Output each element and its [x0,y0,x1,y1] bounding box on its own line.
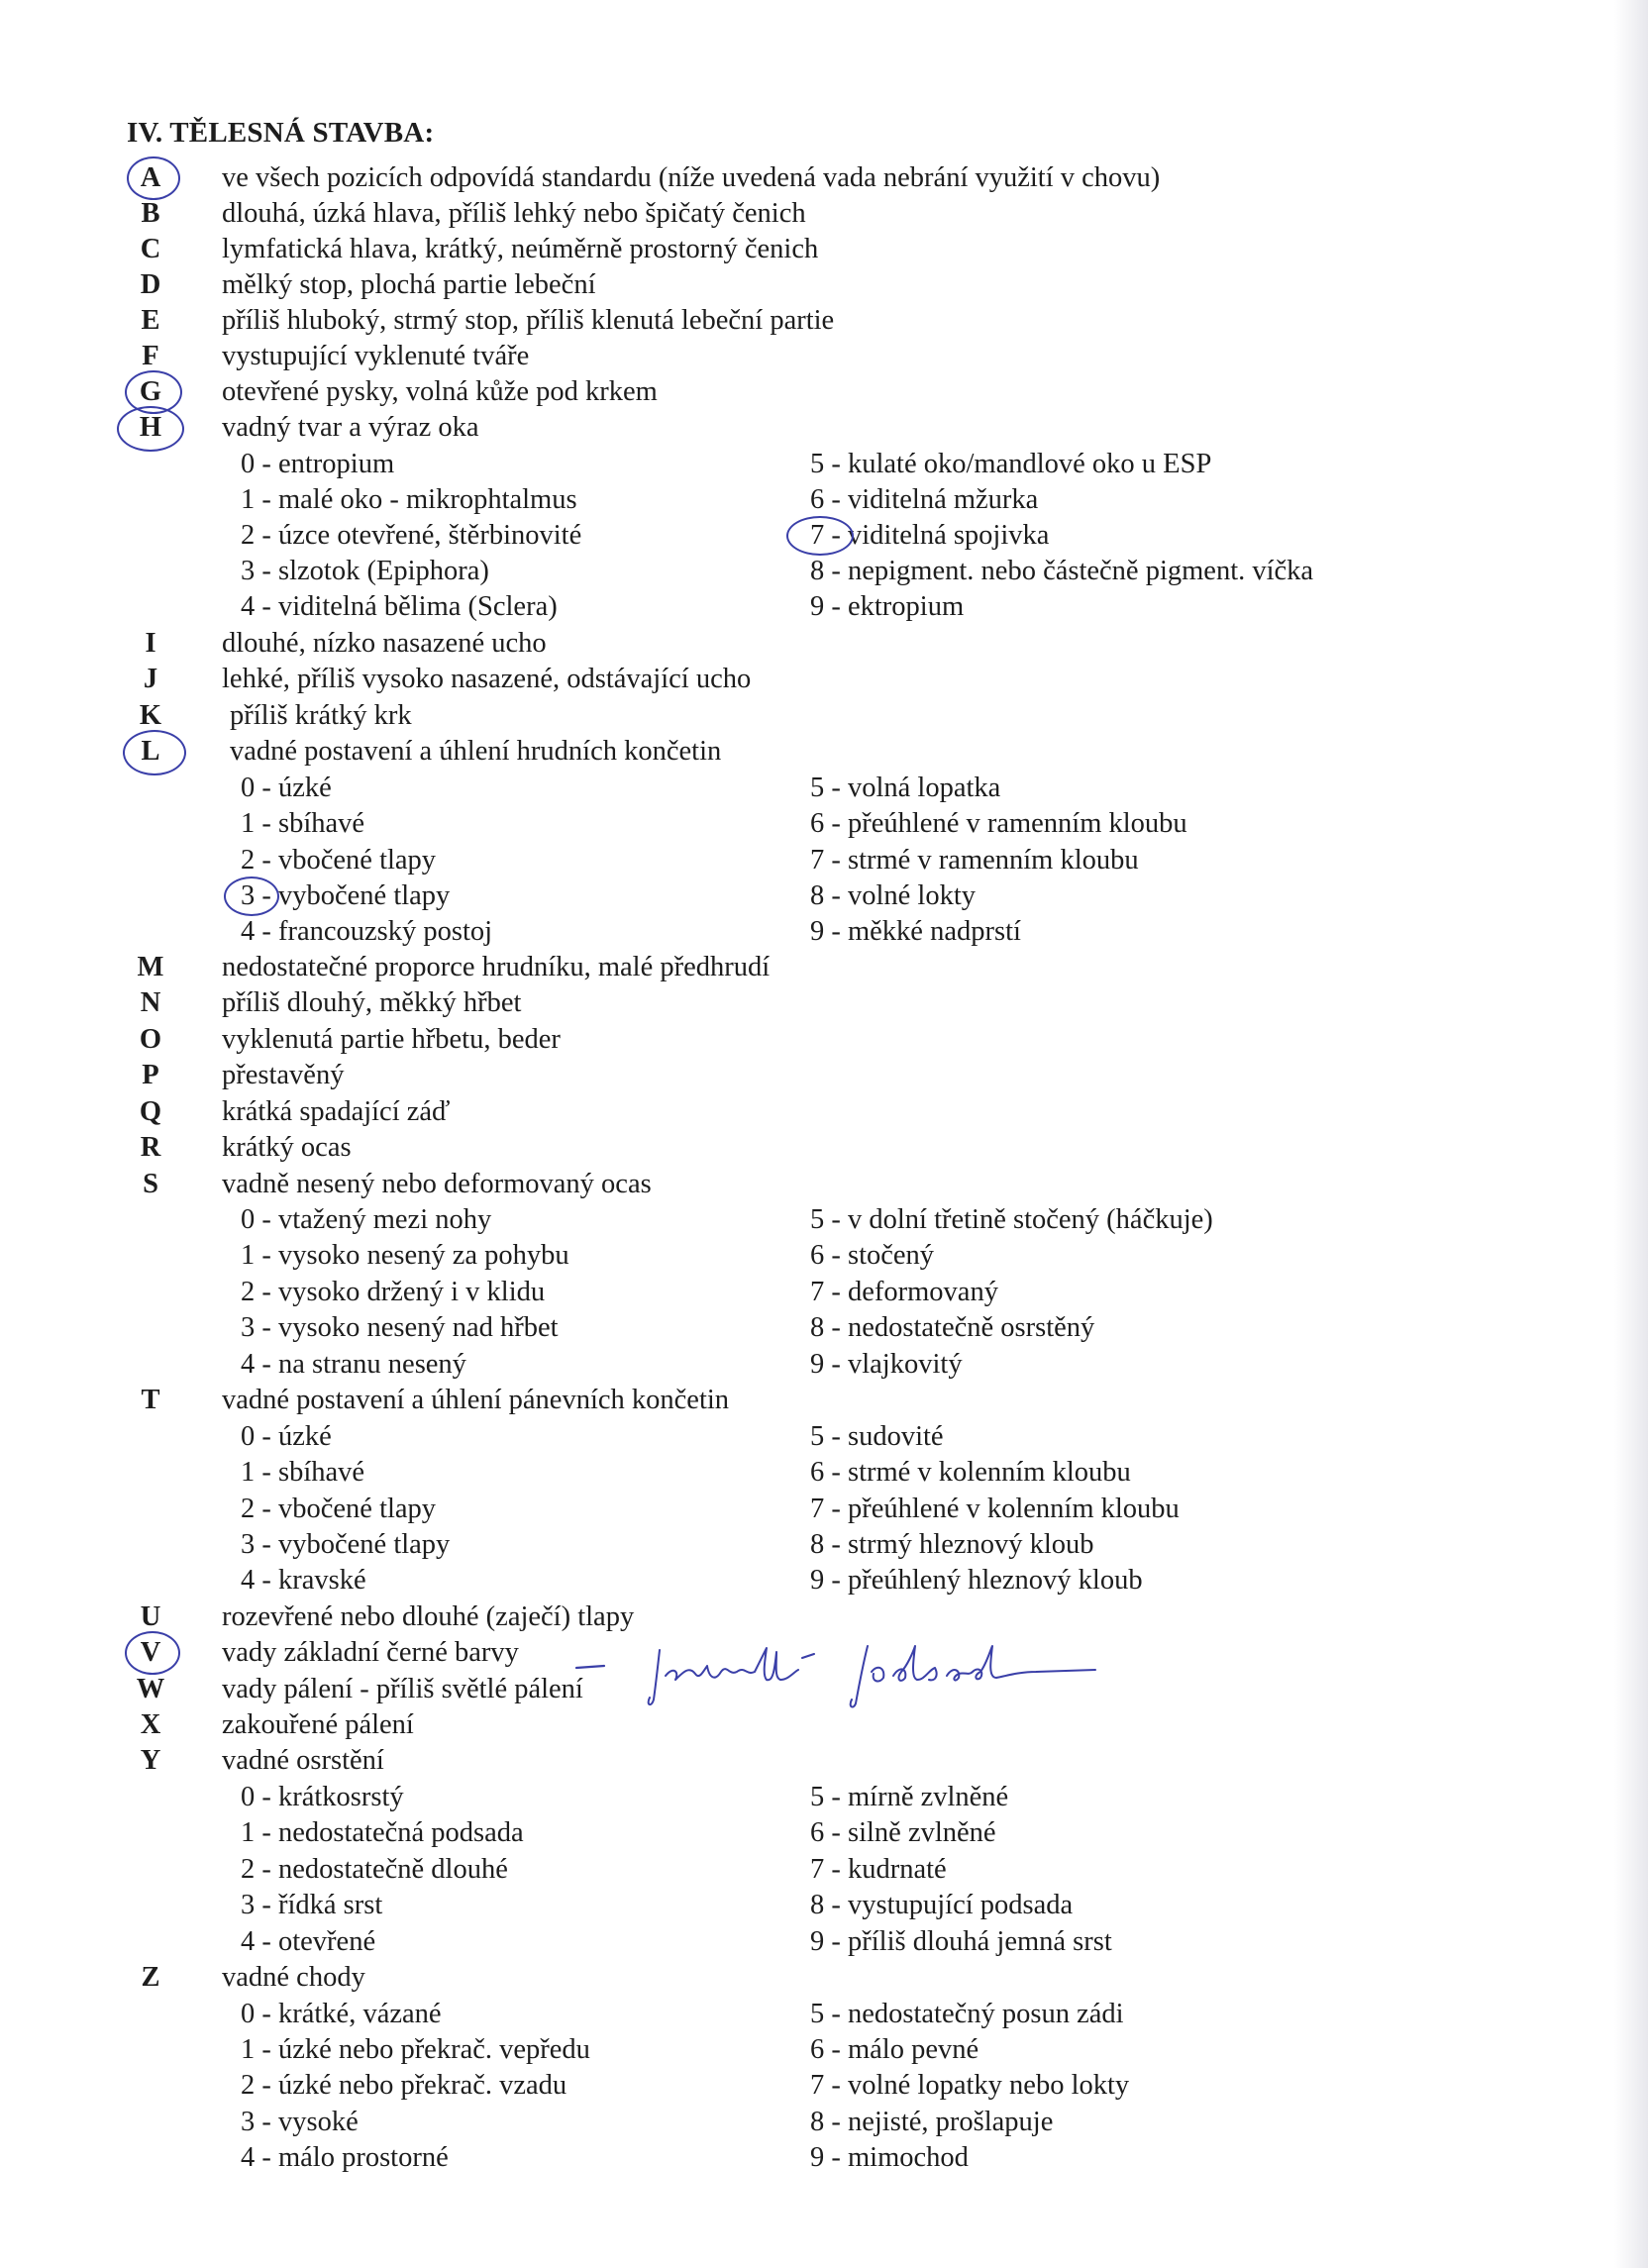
section-text: zakouřené pálení [222,1709,414,1740]
option-item: 4 - francouzský postoj [241,916,493,947]
option-item: 1 - úzké nebo překrač. vepředu [241,2034,590,2065]
section-letter: K [139,700,162,731]
option-item: 2 - vbočené tlapy [241,1494,437,1524]
handwritten-annotation [570,1642,1125,1711]
option-item: 3 - vybočené tlapy [241,880,451,911]
option-item: 4 - otevřené [241,1926,376,1957]
section-letter: V [140,1637,161,1668]
option-item: 8 - nepigment. nebo částečně pigment. víčka [810,556,1314,586]
option-item: 1 - malé oko - mikrophtalmus [241,484,577,515]
option-item: 5 - sudovité [810,1421,944,1452]
option-item: 2 - nedostatečně dlouhé [241,1854,508,1885]
section-letter: D [140,269,161,300]
section-text: krátká spadající záď [222,1096,451,1127]
section-letter: G [139,376,162,407]
section-text: nedostatečné proporce hrudníku, malé předhrudí [222,952,771,982]
section-letter: T [141,1385,160,1415]
option-item: 0 - krátkosrstý [241,1782,404,1812]
section-text: vadné osrstění [222,1745,384,1776]
section-letter: B [141,198,160,229]
section-text: vystupující vyklenuté tváře [222,341,530,371]
section-letter: I [145,628,156,659]
section-text: vady základní černé barvy [222,1637,519,1668]
section-text: vadný tvar a výraz oka [222,412,479,443]
section-letter: J [143,664,158,694]
handwritten-stroke [649,1648,814,1704]
section-letter: Q [139,1096,162,1127]
option-item: 1 - vysoko nesený za pohybu [241,1240,569,1271]
option-item: 2 - vbočené tlapy [241,845,437,876]
section-text: příliš krátký krk [230,700,412,731]
section-letter: Z [141,1962,160,1993]
option-item: 4 - kravské [241,1565,366,1596]
section-text: příliš dlouhý, měkký hřbet [222,987,522,1018]
option-item: 8 - strmý hleznový kloub [810,1529,1094,1560]
option-item: 3 - slzotok (Epiphora) [241,556,489,586]
option-item: 8 - volné lokty [810,880,977,911]
section-text: lehké, příliš vysoko nasazené, odstávající ucho [222,664,752,694]
section-text: dlouhá, úzká hlava, příliš lehký nebo špičatý čenich [222,198,806,229]
section-title: IV. TĚLESNÁ STAVBA: [127,117,435,149]
option-item: 3 - vybočené tlapy [241,1529,451,1560]
section-text: lymfatická hlava, krátký, neúměrně prostorný čenich [222,234,819,264]
section-text: rozevřené nebo dlouhé (zaječí) tlapy [222,1601,635,1632]
section-letter: R [140,1132,161,1163]
option-item: 6 - viditelná mžurka [810,484,1039,515]
section-text: vadné chody [222,1962,365,1993]
option-item: 6 - silně zvlněné [810,1817,996,1848]
option-item: 5 - v dolní třetině stočený (háčkuje) [810,1204,1213,1235]
section-letter: U [140,1601,161,1632]
option-item: 5 - kulaté oko/mandlové oko u ESP [810,449,1212,479]
section-letter: P [142,1060,159,1090]
section-letter: A [140,162,161,193]
option-item: 6 - přeúhlené v ramenním kloubu [810,808,1187,839]
section-letter: Y [140,1745,161,1776]
section-text: vadné postavení a úhlení hrudních končetin [230,736,722,767]
option-item: 2 - vysoko držený i v klidu [241,1277,546,1307]
section-letter: H [139,412,162,443]
section-letter: X [140,1709,161,1740]
option-item: 8 - nejisté, prošlapuje [810,2107,1054,2137]
option-item: 0 - entropium [241,449,395,479]
option-item: 7 - strmé v ramenním kloubu [810,845,1139,876]
section-text: dlouhé, nízko nasazené ucho [222,628,547,659]
option-item: 7 - přeúhlené v kolenním kloubu [810,1494,1180,1524]
option-item: 8 - vystupující podsada [810,1890,1074,1920]
option-item: 3 - vysoké [241,2107,359,2137]
section-letter: M [137,952,164,982]
option-item: 9 - přeúhlený hleznový kloub [810,1565,1143,1596]
option-item: 7 - kudrnaté [810,1854,947,1885]
section-letter: C [140,234,161,264]
option-item: 4 - málo prostorné [241,2142,449,2173]
option-item: 5 - nedostatečný posun zádi [810,1999,1124,2029]
option-item: 7 - viditelná spojivka [810,520,1050,551]
section-letter: O [139,1024,162,1055]
option-item: 5 - volná lopatka [810,773,1001,803]
option-item: 6 - strmé v kolenním kloubu [810,1457,1131,1488]
option-item: 1 - sbíhavé [241,808,365,839]
option-item: 4 - na stranu nesený [241,1349,466,1380]
handwritten-stroke [576,1666,604,1668]
option-item: 7 - volné lopatky nebo lokty [810,2070,1130,2101]
option-item: 6 - málo pevné [810,2034,979,2065]
option-item: 6 - stočený [810,1240,935,1271]
section-text: mělký stop, plochá partie lebeční [222,269,596,300]
section-letter: L [141,736,160,767]
option-item: 0 - vtažený mezi nohy [241,1204,492,1235]
option-item: 9 - ektropium [810,591,965,622]
option-item: 1 - nedostatečná podsada [241,1817,524,1848]
option-item: 0 - krátké, vázané [241,1999,442,2029]
section-text: vadné postavení a úhlení pánevních končetin [222,1385,730,1415]
handwritten-stroke [851,1646,1095,1706]
section-text: příliš hluboký, strmý stop, příliš klenutá lebeční partie [222,305,835,336]
option-item: 9 - vlajkovitý [810,1349,963,1380]
option-item: 9 - příliš dlouhá jemná srst [810,1926,1112,1957]
section-text: otevřené pysky, volná kůže pod krkem [222,376,658,407]
option-item: 2 - úzce otevřené, štěrbinovité [241,520,582,551]
option-item: 9 - měkké nadprstí [810,916,1021,947]
option-item: 3 - řídká srst [241,1890,383,1920]
section-text: vadně nesený nebo deformovaný ocas [222,1169,652,1199]
section-letter: F [142,341,159,371]
option-item: 0 - úzké [241,1421,332,1452]
section-letter: E [141,305,160,336]
option-item: 0 - úzké [241,773,332,803]
section-letter: S [143,1169,158,1199]
option-item: 9 - mimochod [810,2142,969,2173]
option-item: 3 - vysoko nesený nad hřbet [241,1312,559,1343]
section-text: vyklenutá partie hřbetu, beder [222,1024,561,1055]
section-text: krátký ocas [222,1132,352,1163]
option-item: 2 - úzké nebo překrač. vzadu [241,2070,567,2101]
section-letter: W [136,1674,165,1704]
section-text: vady pálení - příliš světlé pálení [222,1674,583,1704]
option-item: 7 - deformovaný [810,1277,998,1307]
section-text: ve všech pozicích odpovídá standardu (níže uvedená vada nebrání využití v chovu) [222,162,1161,193]
option-item: 5 - mírně zvlněné [810,1782,1009,1812]
option-item: 4 - viditelná bělima (Sclera) [241,591,558,622]
option-item: 8 - nedostatečně osrstěný [810,1312,1095,1343]
section-text: přestavěný [222,1060,345,1090]
section-letter: N [140,987,161,1018]
option-item: 1 - sbíhavé [241,1457,365,1488]
